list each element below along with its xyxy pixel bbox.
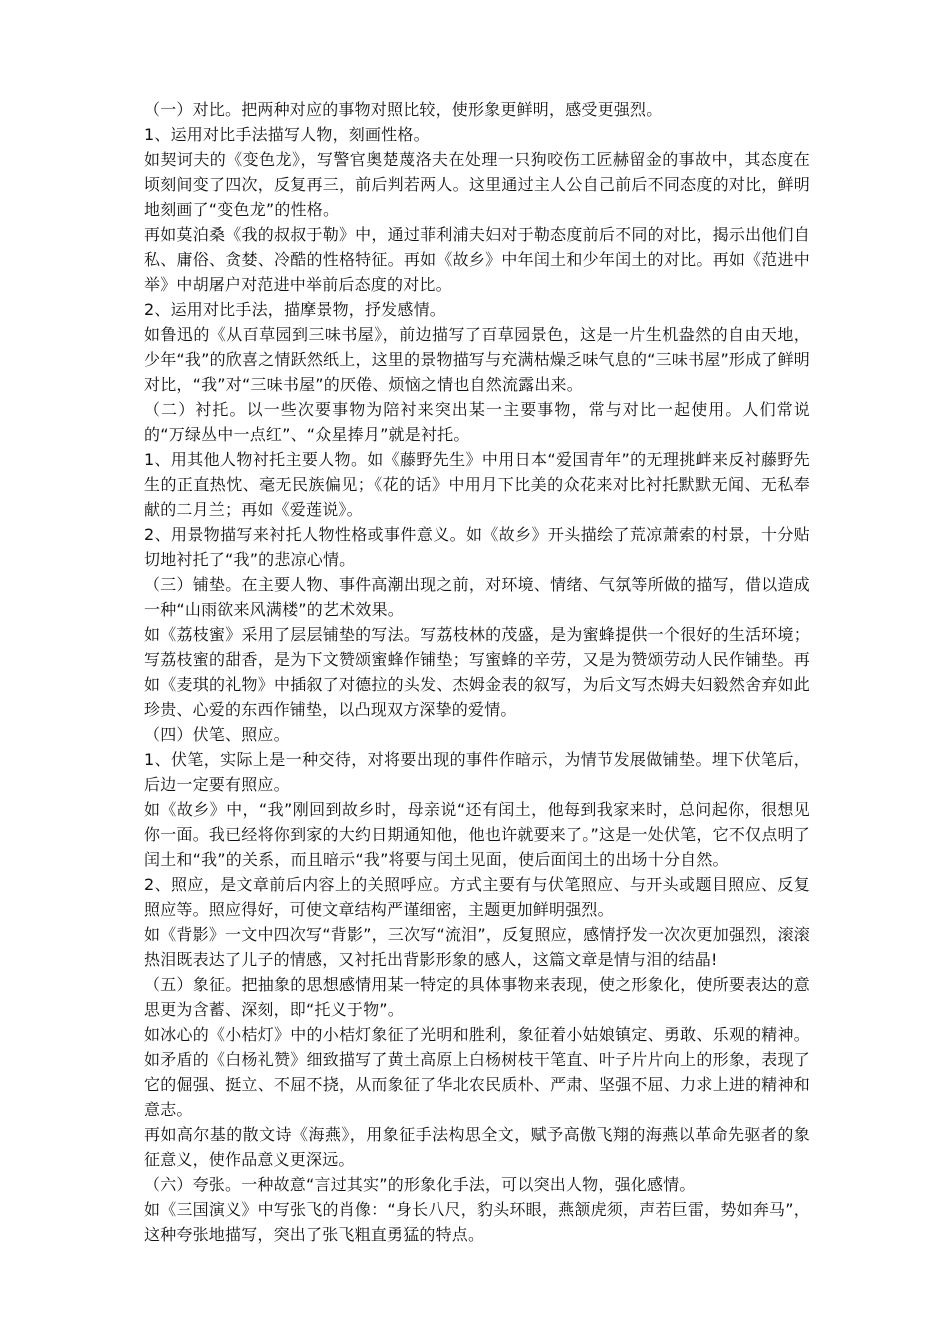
section-heading-exaggeration: （六）夸张。一种故意“言过其实”的形象化手法，可以突出人物，强化感情。 [144, 1175, 696, 1194]
section-heading-contrast: （一）对比。把两种对应的事物对照比较，使形象更鲜明，感受更强烈。 [144, 100, 663, 119]
body-paragraph: 1、用其他人物衬托主要人物。如《藤野先生》中用日本“爱国青年”的无理挑衅来反衬藤野先生的正直热忱、毫无民族偏见；《花的话》中用月下比美的众花来对比衬托默默无闻、无私奉献的二月兰；再如《爱莲说》。 [144, 450, 810, 519]
section-heading-foil: （二）衬托。以一些次要事物为陪衬来突出某一主要事物，常与对比一起使用。人们常说的“万绿丛中一点红”、“众星捧月”就是衬托。 [144, 400, 810, 444]
section-heading-symbol: （五）象征。把抽象的思想感情用某一特定的具体事物来表现，使之形象化，使所要表达的意思更为含蓄、深刻，即“托义于物”。 [144, 975, 810, 1019]
body-paragraph: 如《故乡》中，“我”刚回到故乡时，母亲说“还有闰土，他每到我家来时，总问起你，很想见你一面。我已经将你到家的大约日期通知他，他也许就要来了。”这是一处伏笔，它不仅点明了闰土和“我”的关系，而且暗示“我”将要与闰土见面，使后面闰土的出场十分自然。 [144, 800, 810, 869]
body-paragraph: 1、伏笔，实际上是一种交待，对将要出现的事件作暗示，为情节发展做铺垫。埋下伏笔后，后边一定要有照应。 [144, 750, 810, 794]
body-paragraph: 如《荔枝蜜》采用了层层铺垫的写法。写荔枝林的茂盛，是为蜜蜂提供一个很好的生活环境；写荔枝蜜的甜香，是为下文赞颂蜜蜂作铺垫；写蜜蜂的辛劳，又是为赞颂劳动人民作铺垫。再如《麦琪的礼物》中插叙了对德拉的头发、杰姆金表的叙写，为后文写杰姆夫妇毅然舍弃如此珍贵、心爱的东西作铺垫，以凸现双方深挚的爱情。 [144, 625, 810, 719]
body-paragraph: 如冰心的《小桔灯》中的小桔灯象征了光明和胜利，象征着小姑娘镇定、勇敢、乐观的精神。如矛盾的《白杨礼赞》细致描写了黄土高原上白杨树枝干笔直、叶子片片向上的形象，表现了它的倔强、挺立、不屈不挠，从而象征了华北农民质朴、严肃、坚强不屈、力求上进的精神和意志。 [144, 1025, 810, 1119]
section-heading-echo: （四）伏笔、照应。 [144, 725, 290, 744]
section-heading-foreshadow-build: （三）铺垫。在主要人物、事件高潮出现之前，对环境、情绪、气氛等所做的描写，借以造成一种“山雨欲来风满楼”的艺术效果。 [144, 575, 810, 619]
body-paragraph: 如契诃夫的《变色龙》，写警官奥楚蔑洛夫在处理一只狗咬伤工匠赫留金的事故中，其态度在顷刻间变了四次，反复再三，前后判若两人。这里通过主人公自己前后不同态度的对比，鲜明地刻画了“变色龙”的性格。 [144, 150, 810, 219]
document-body [144, 97, 810, 1247]
subheading: 1、运用对比手法描写人物，刻画性格。 [144, 125, 430, 144]
body-paragraph: 2、照应，是文章前后内容上的关照呼应。方式主要有与伏笔照应、与开头或题目照应、反复照应等。照应得好，可使文章结构严谨细密，主题更加鲜明强烈。 [144, 875, 810, 919]
body-paragraph: 如鲁迅的《从百草园到三味书屋》，前边描写了百草园景色，这是一片生机盎然的自由天地，少年“我”的欣喜之情跃然纸上，这里的景物描写与充满枯燥乏味气息的“三味书屋”形成了鲜明对比，“我”对“三味书屋”的厌倦、烦恼之情也自然流露出来。 [144, 325, 810, 394]
subheading: 2、运用对比手法，描摩景物，抒发感情。 [144, 300, 446, 319]
body-paragraph: 再如莫泊桑《我的叔叔于勒》中，通过菲利浦夫妇对于勒态度前后不同的对比，揭示出他们自私、庸俗、贪婪、冷酷的性格特征。再如《故乡》中年闰土和少年闰土的对比。再如《范进中举》中胡屠户对范进中举前后态度的对比。 [144, 225, 810, 294]
body-paragraph: 如《三国演义》中写张飞的肖像：“身长八尺，豹头环眼，燕颔虎须，声若巨雷，势如奔马”，这种夸张地描写，突出了张飞粗直勇猛的特点。 [144, 1200, 810, 1244]
body-paragraph: 再如高尔基的散文诗《海燕》，用象征手法构思全文，赋予高傲飞翔的海燕以革命先驱者的象征意义，使作品意义更深远。 [144, 1125, 810, 1169]
body-paragraph: 如《背影》一文中四次写“背影”，三次写“流泪”，反复照应，感情抒发一次次更加强烈，滚滚热泪既表达了儿子的情感，又衬托出背影形象的感人，这篇文章是情与泪的结晶! [144, 925, 810, 969]
body-paragraph: 2、用景物描写来衬托人物性格或事件意义。如《故乡》开头描绘了荒凉萧索的村景，十分贴切地衬托了“我”的悲凉心情。 [144, 525, 810, 569]
